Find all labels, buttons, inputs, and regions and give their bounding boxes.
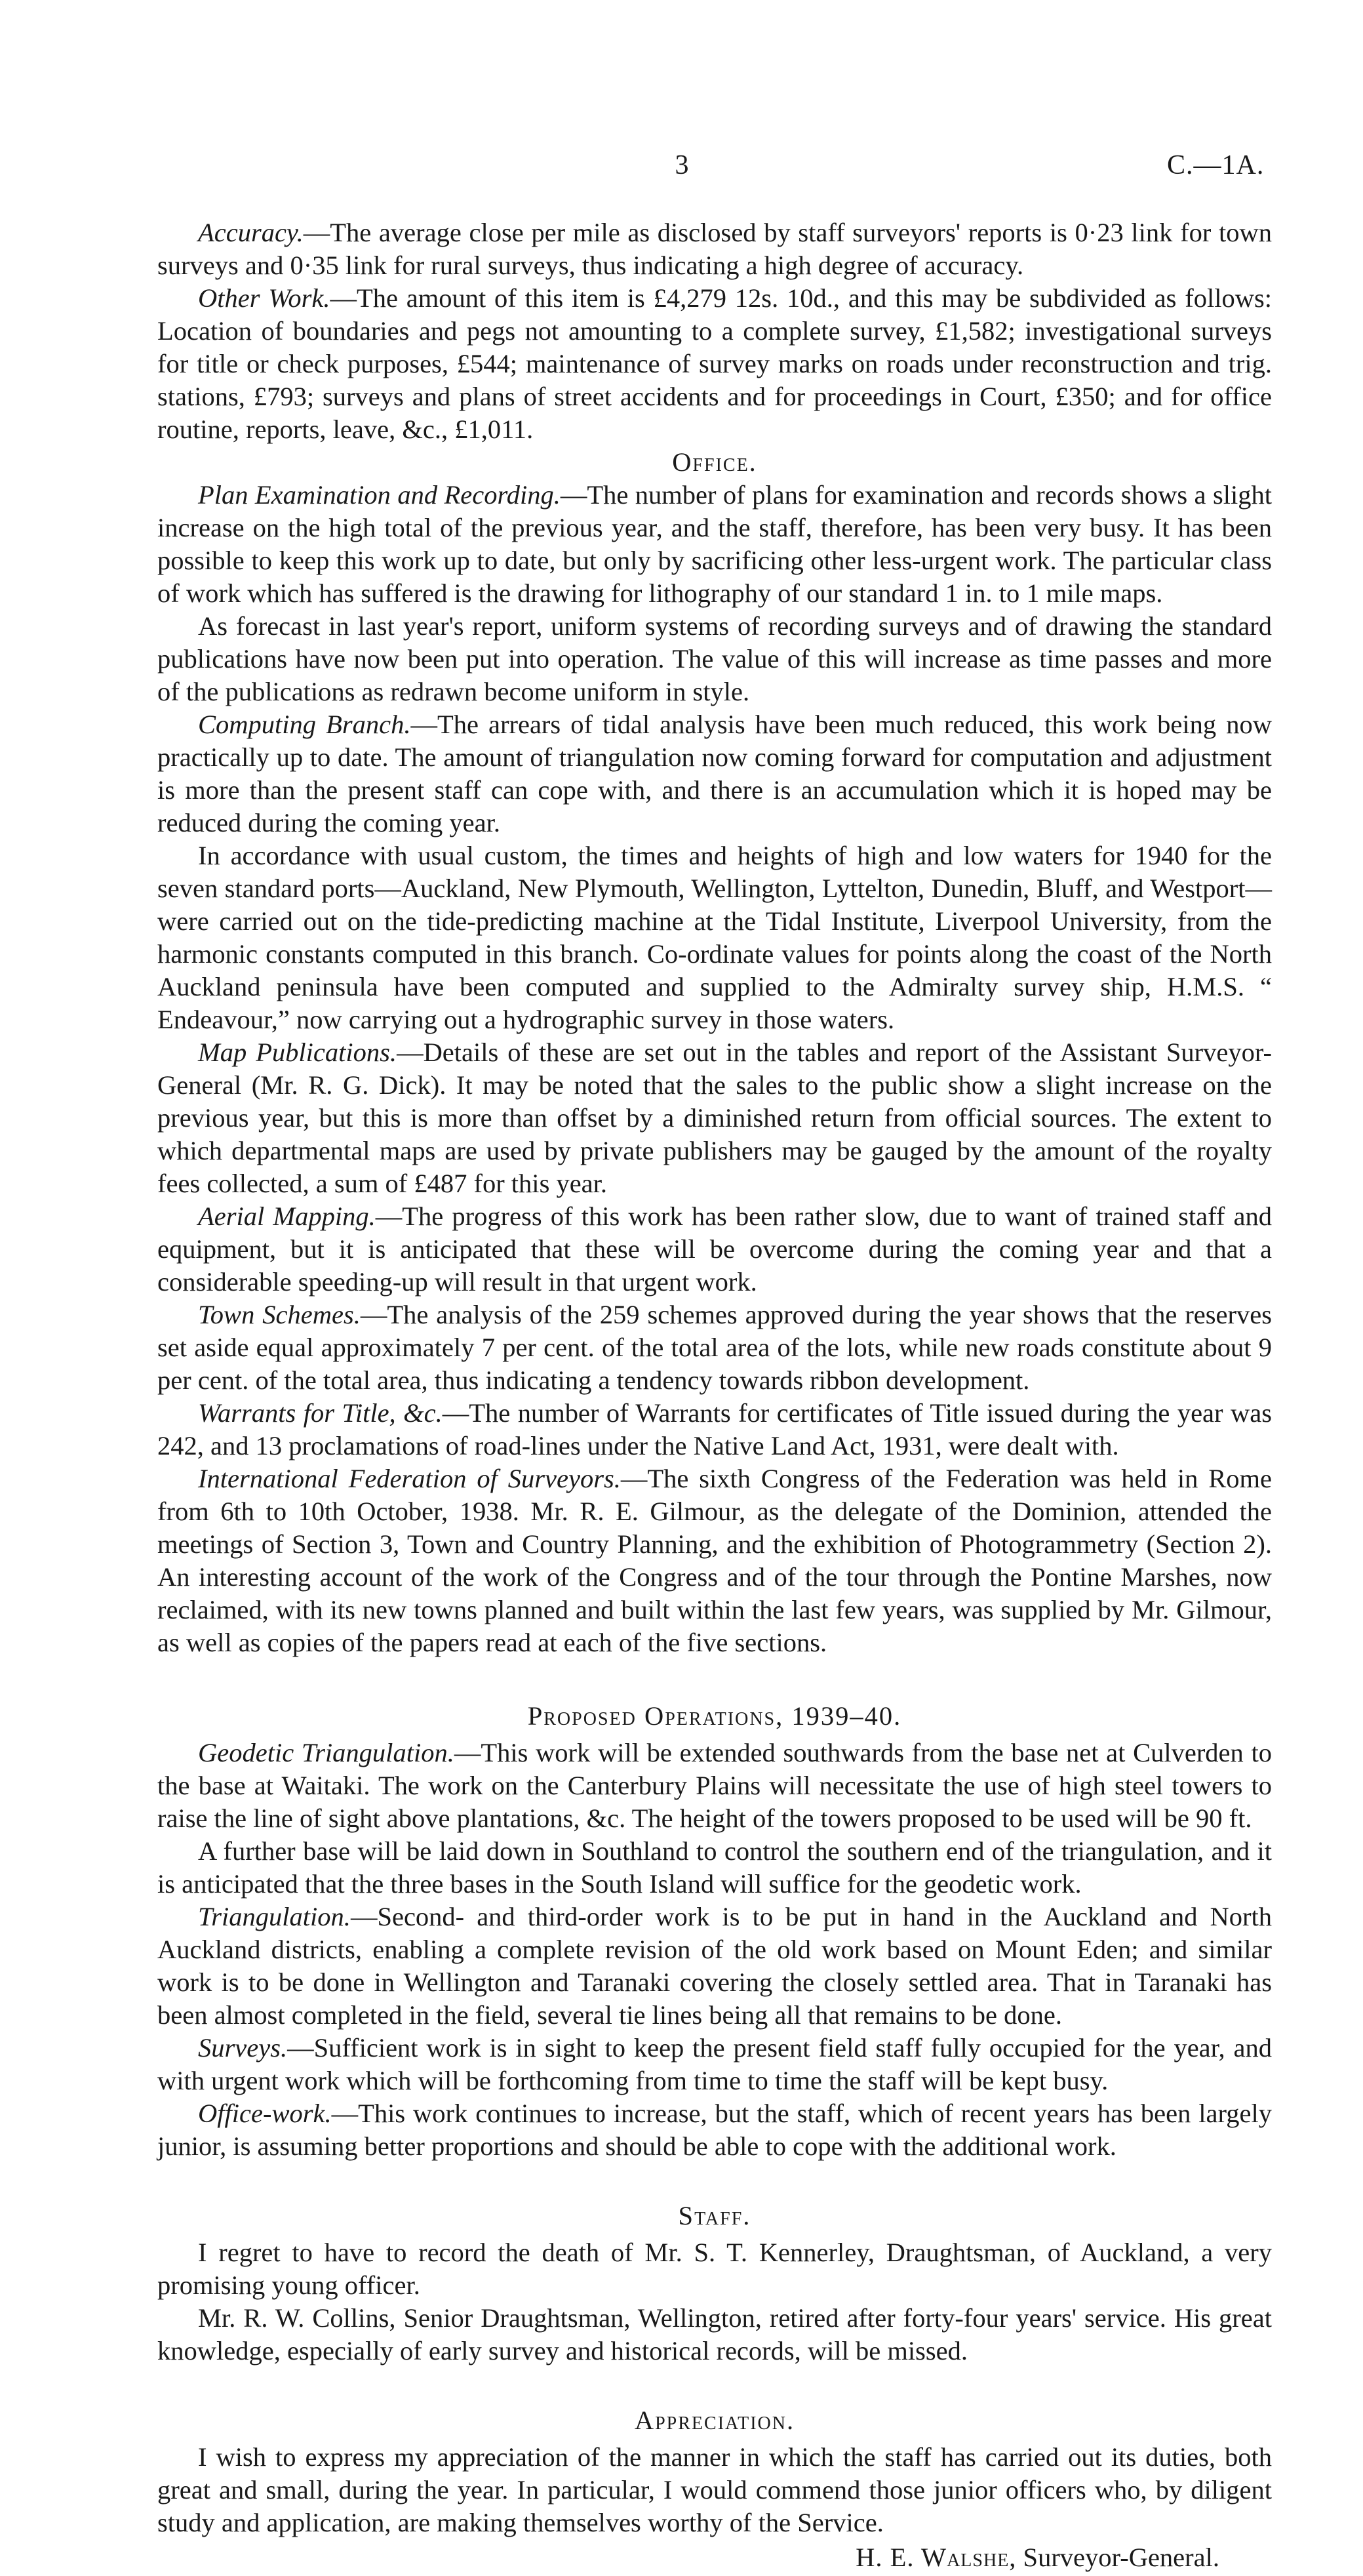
paragraph-text: I regret to have to record the death of Mr. S. T. Kennerley, Draughtsman, of Auckland, a very promising young officer. (157, 2238, 1272, 2300)
document-reference: C.—1A. (1167, 150, 1265, 180)
paragraph-plan-examination (157, 479, 1272, 610)
paragraph-lead: Other Work. (198, 283, 330, 313)
paragraph-text: —This work will be extended southwards from the base net at Culverden to the base at Waitaki. The work on the Canterbury Plains will necessitate the use of high steel towers to raise the line of sight above plantations, &c. The height of the towers proposed to be used will be 90 ft. (157, 1738, 1272, 1833)
paragraph-aerial-mapping (157, 1200, 1272, 1298)
signature-block (157, 2539, 1272, 2576)
paragraph-text: —The sixth Congress of the Federation was held in Rome from 6th to 10th October, 1938. Mr. R. E. Gilmour, as the delegate of the Dominion, attended the meetings of Section 3, Town and Country Planning, and the exhibition of Photogrammetry (Section 2). An interesting account of the work of the Congress and of the tour through the Pontine Marshes, now reclaimed, with its new towns planned and built within the last few years, was supplied by Mr. Gilmour, as well as copies of the papers read at each of the five sections. (157, 1464, 1272, 1657)
paragraph-lead: Map Publications. (198, 1037, 397, 1067)
paragraph-text: A further base will be laid down in Southland to control the southern end of the triangulation, and it is anticipated that the three bases in the South Island will suffice for the geodetic work. (157, 1836, 1272, 1899)
report-body (157, 216, 1272, 2576)
paragraph-lead: Town Schemes. (198, 1300, 361, 1329)
signatory-title: Surveyor-General. (1023, 2543, 1219, 2572)
section-heading-appreciation: Appreciation. (634, 2405, 795, 2435)
paragraph-warrants (157, 1397, 1272, 1462)
paragraph-text: —Second- and third-order work is to be put in hand in the Auckland and North Auckland districts, enabling a complete revision of the old work based on Mount Eden; and similar work is to be done in Wellington and Taranaki covering the closely settled area. That in Taranaki has been almost completed in the field, several tie lines being all that remains to be done. (157, 1902, 1272, 2030)
paragraph-text: —The arrears of tidal analysis have been much reduced, this work being now practically up to date. The amount of triangulation now coming forward for computation and adjustment is more than the present staff can cope with, and there is an accumulation which it is hoped may be reduced during the coming year. (157, 710, 1272, 837)
paragraph-lead: Computing Branch. (198, 710, 411, 739)
paragraph-text: —The analysis of the 259 schemes approved during the year shows that the reserves set aside equal approximately 7 per cent. of the total area of the lots, while new roads constitute about 9 per cent. of the total area, thus indicating a tendency towards ribbon development. (157, 1300, 1272, 1395)
paragraph-federation (157, 1462, 1272, 1659)
paragraph-map-publications (157, 1036, 1272, 1200)
paragraph-text: —This work continues to increase, but the staff, which of recent years has been largely junior, is assuming better proportions and should be able to cope with the additional work. (157, 2099, 1272, 2161)
paragraph-text: —Details of these are set out in the tables and report of the Assistant Surveyor-General (Mr. R. G. Dick). It may be noted that the sales to the public show a slight increase on the previous year, but this is more than offset by a diminished return from official sources. The extent to which departmental maps are used by private publishers may be gauged by the amount of the royalty fees collected, a sum of £487 for this year. (157, 1037, 1272, 1198)
paragraph-lead: International Federation of Surveyors. (198, 1464, 621, 1493)
paragraph-lead: Plan Examination and Recording. (198, 480, 561, 510)
paragraph-lead: Geodetic Triangulation. (198, 1738, 454, 1767)
paragraph-text: —Sufficient work is in sight to keep the present field staff fully occupied for the year, and with urgent work which will be forthcoming from time to time the staff will be kept busy. (157, 2033, 1272, 2095)
section-heading-office: Office. (672, 447, 757, 477)
paragraph-lead: Triangulation. (198, 1902, 351, 1931)
paragraph-computing-branch (157, 708, 1272, 839)
paragraph-lead: Warrants for Title, &c. (198, 1398, 443, 1428)
paragraph-triangulation (157, 1901, 1272, 2032)
paragraph-appreciation (157, 2441, 1272, 2539)
paragraph-further-base (157, 1835, 1272, 1901)
paragraph-accuracy (157, 216, 1272, 282)
paragraph-staff-retirement (157, 2302, 1272, 2367)
paragraph-lead: Office-work. (198, 2099, 332, 2128)
paragraph-text: —The average close per mile as disclosed by staff surveyors' reports is 0·23 link for town surveys and 0·35 link for rural surveys, thus indicating a high degree of accuracy. (157, 218, 1272, 280)
paragraph-geodetic-triangulation (157, 1737, 1272, 1835)
paragraph-text: —The number of plans for examination and records shows a slight increase on the high total of the previous year, and the staff, therefore, has been very busy. It has been possible to keep this work up to date, but only by sacrificing other less-urgent work. The particular class of work which has suffered is the drawing for lithography of our standard 1 in. to 1 mile maps. (157, 480, 1272, 608)
paragraph-lead: Aerial Mapping. (198, 1201, 376, 1231)
paragraph-uniform-systems (157, 610, 1272, 708)
paragraph-town-schemes (157, 1298, 1272, 1397)
paragraph-text: As forecast in last year's report, uniform systems of recording surveys and of drawing the standard publications have now been put into operation. The value of this will increase as time passes and more of the publications as redrawn become uniform in style. (157, 611, 1272, 706)
paragraph-text: Mr. R. W. Collins, Senior Draughtsman, Wellington, retired after forty-four years' service. His great knowledge, especially of early survey and historical records, will be missed. (157, 2303, 1272, 2365)
paragraph-tides (157, 839, 1272, 1036)
paragraph-lead: Accuracy. (198, 218, 304, 247)
paragraph-other-work (157, 282, 1272, 446)
paragraph-office-work (157, 2097, 1272, 2163)
paragraph-text: —The number of Warrants for certificates of Title issued during the year was 242, and 13 proclamations of road-lines under the Native Land Act, 1931, were dealt with. (157, 1398, 1272, 1460)
paragraph-lead: Surveys. (198, 2033, 288, 2063)
page-number: 3 (675, 150, 689, 180)
paragraph-text: In accordance with usual custom, the times and heights of high and low waters for 1940 for the seven standard ports—Auckland, New Plymouth, Wellington, Lyttelton, Dunedin, Bluff, and Westport—were carried out on the tide-predicting machine at the Tidal Institute, Liverpool University, from the harmonic constants computed in this branch. Co-ordinate values for points along the coast of the North Auckland peninsula have been computed and supplied to the Admiralty survey ship, H.M.S. “ Endeavour,” now carrying out a hydrographic survey in those waters. (157, 841, 1272, 1034)
paragraph-text: I wish to express my appreciation of the manner in which the staff has carried out its duties, both great and small, during the year. In particular, I would commend those junior officers who, by diligent study and application, are making themselves worthy of the Service. (157, 2442, 1272, 2537)
signatory-name: H. E. Walshe, (856, 2543, 1017, 2572)
paragraph-surveys (157, 2032, 1272, 2097)
section-heading-staff: Staff. (678, 2201, 751, 2230)
paragraph-text: —The progress of this work has been rather slow, due to want of trained staff and equipment, but it is anticipated that these will be overcome during the coming year and that a considerable speeding-up will result in that urgent work. (157, 1201, 1272, 1297)
paragraph-text: —The amount of this item is £4,279 12s. 10d., and this may be subdivided as follows: Location of boundaries and pegs not amounting to a complete survey, £1,582; investigational surveys for title or check purposes, £544; maintenance of survey marks on roads under reconstruction and trig. stations, £793; surveys and plans of street accidents and for proceedings in Court, £350; and for office routine, reports, leave, &c., £1,011. (157, 283, 1272, 444)
section-heading-proposed-operations: Proposed Operations, 1939–40. (527, 1701, 902, 1731)
paragraph-staff-death (157, 2236, 1272, 2302)
